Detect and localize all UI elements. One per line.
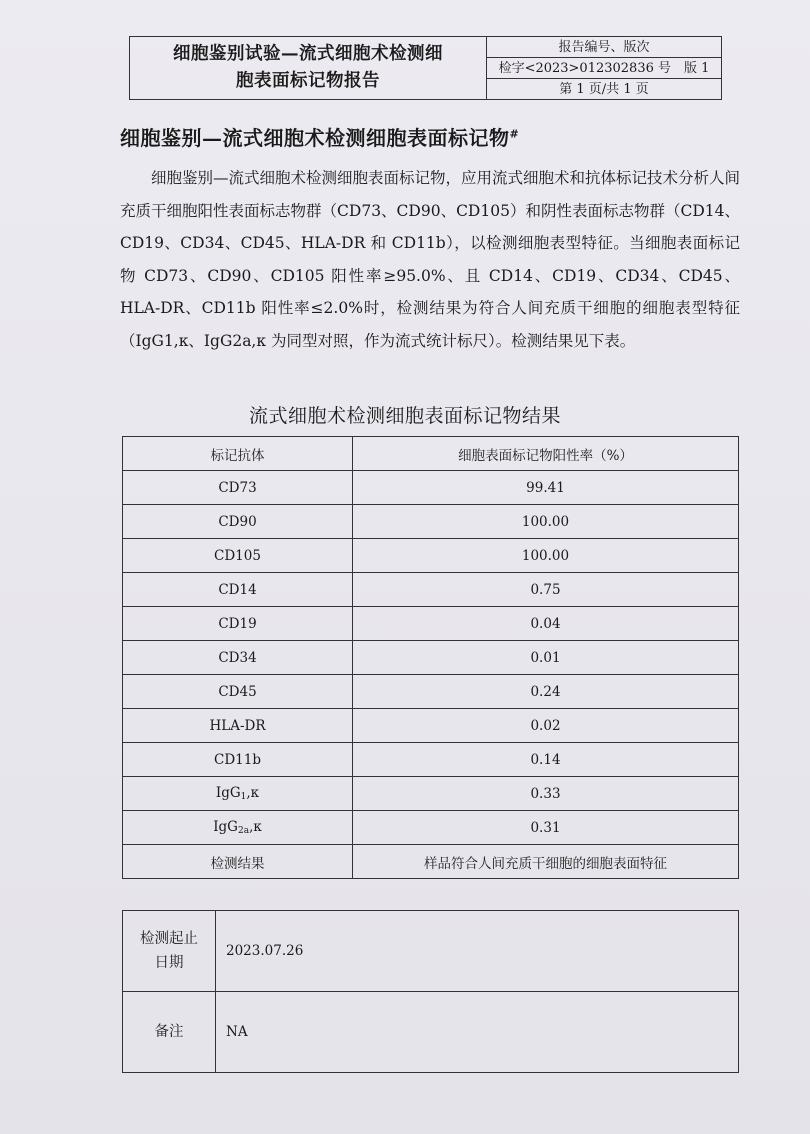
col-rate-header: 细胞表面标记物阳性率（%） (353, 437, 739, 471)
table-row: CD19 0.04 (123, 607, 739, 641)
date-label: 检测起止 日期 (123, 911, 216, 992)
remark-value: NA (216, 992, 739, 1073)
remark-row (123, 992, 739, 1073)
table-caption: 流式细胞术检测细胞表面标记物结果 (248, 405, 561, 427)
report-title: 细胞鉴别试验—流式细胞术检测细 胞表面标记物报告 (130, 37, 487, 100)
igg1-label: IgG$_1$,κ (123, 777, 353, 811)
igg2a-label: IgG$_{2a}$,κ (123, 811, 353, 845)
table-row: HLA-DR 0.02 (123, 709, 739, 743)
page-info: 第 1 页/共 1 页 (487, 79, 722, 100)
table-row: CD45 0.24 (123, 675, 739, 709)
table-header-row (123, 437, 739, 471)
heading-mark: # (509, 127, 520, 141)
conclusion-label: 检测结果 (123, 845, 353, 879)
table-row: CD73 99.41 (123, 471, 739, 505)
remark-label: 备注 (123, 992, 216, 1073)
report-no-label: 报告编号、版次 (487, 37, 722, 58)
table-row: CD34 0.01 (123, 641, 739, 675)
col-antibody-header: 标记抗体 (123, 437, 353, 471)
table-row: CD90 100.00 (123, 505, 739, 539)
table-row: IgG$_1$,κ 0.33 (123, 777, 739, 811)
results-table (122, 436, 739, 879)
info-table (122, 910, 739, 1073)
table-row: IgG$_{2a}$,κ 0.31 (123, 811, 739, 845)
table-row: CD14 0.75 (123, 573, 739, 607)
conclusion-row (123, 845, 739, 879)
table-row: CD11b 0.14 (123, 743, 739, 777)
date-value: 2023.07.26 (216, 911, 739, 992)
date-row (123, 911, 739, 992)
report-no: 检字<2023>012302836 号 版 1 (487, 58, 722, 79)
conclusion-value: 样品符合人间充质干细胞的细胞表面特征 (353, 845, 739, 879)
section-heading: 细胞鉴别—流式细胞术检测细胞表面标记物# (120, 126, 520, 150)
report-header (129, 36, 722, 100)
description-paragraph: 细胞鉴别—流式细胞术检测细胞表面标记物，应用流式细胞术和抗体标记技术分析人间充质干细胞阳性表面标志物群（CD73、CD90、CD105）和阴性表面标志物群（CD14、CD19、CD34、CD45、HLA-DR 和 CD11b），以检测细胞表型特征。当细胞表面标记物 CD73、CD90、CD105 阳性率≥95.0%、且 CD14、CD19、CD34、CD45、HLA-DR、CD11b 阳性率≤2.0%时，检测结果为符合人间充质干细胞的细胞表型特征（IgG1,κ、IgG2a,κ 为同型对照，作为流式统计标尺）。检测结果见下表。 (120, 169, 741, 350)
table-row: CD105 100.00 (123, 539, 739, 573)
